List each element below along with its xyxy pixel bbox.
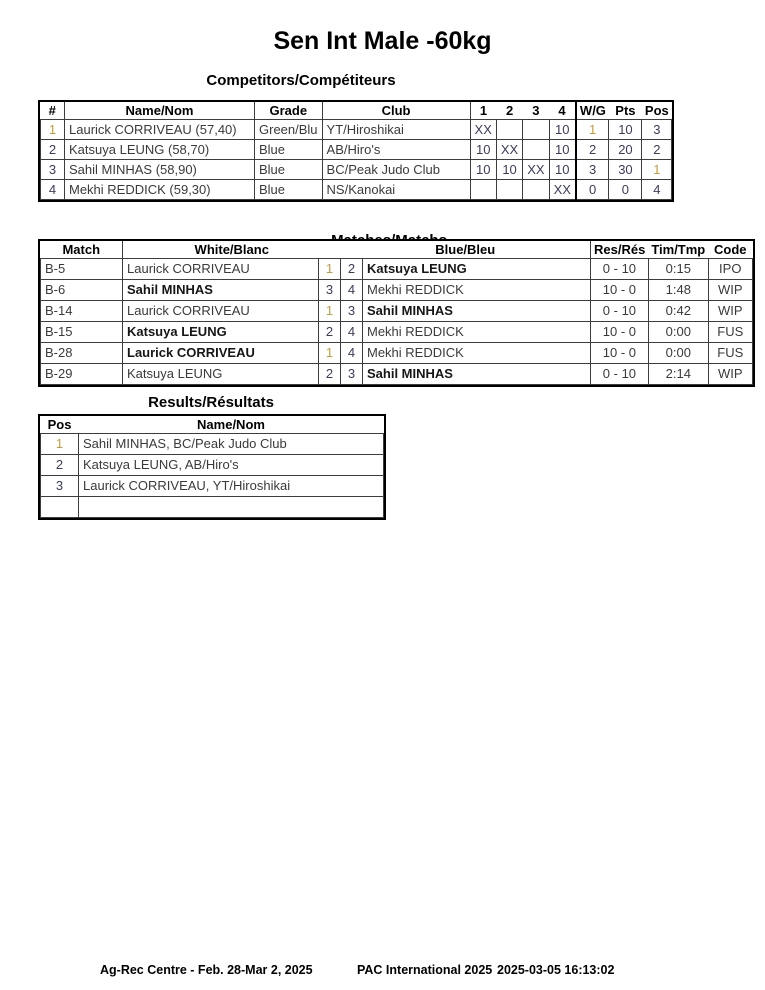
col-header-club: Club xyxy=(322,102,470,119)
match-code: WIP xyxy=(708,279,752,300)
white-competitor-name: Laurick CORRIVEAU xyxy=(123,258,319,279)
competitor-name: Mekhi REDDICK (59,30) xyxy=(65,179,255,199)
competitors-grid xyxy=(40,102,672,200)
pool-cell-1: 10 xyxy=(470,139,496,159)
col-header-name: Name/Nom xyxy=(65,102,255,119)
col-header-blue: Blue/Bleu xyxy=(435,241,496,257)
pool-cell-1: XX xyxy=(470,119,496,139)
blue-competitor-number: 4 xyxy=(341,342,363,363)
pool-cell-3 xyxy=(523,119,549,139)
white-competitor-number: 1 xyxy=(319,258,341,279)
col-header-number: # xyxy=(48,102,56,118)
match-result: 10 - 0 xyxy=(591,279,649,300)
result-row xyxy=(41,475,384,496)
white-competitor-name: Katsuya LEUNG xyxy=(123,363,319,384)
competitor-row xyxy=(41,159,672,179)
pool-cell-3 xyxy=(523,139,549,159)
blue-competitor-name: Mekhi REDDICK xyxy=(363,279,591,300)
competitors-header-row xyxy=(41,102,672,119)
col-header-round-1: 1 xyxy=(470,102,496,119)
result-position: 3 xyxy=(41,475,79,496)
match-row xyxy=(41,279,753,300)
blue-competitor-number: 4 xyxy=(341,279,363,300)
match-result: 0 - 10 xyxy=(591,300,649,321)
competitor-position: 2 xyxy=(642,139,672,159)
competitor-number: 3 xyxy=(41,159,65,179)
result-position: 1 xyxy=(41,433,79,454)
blue-competitor-name: Katsuya LEUNG xyxy=(363,258,591,279)
match-id: B-29 xyxy=(41,363,123,384)
pool-cell-4: XX xyxy=(549,179,576,199)
col-header-grade: Grade xyxy=(255,102,323,119)
pool-cell-1 xyxy=(470,179,496,199)
white-competitor-name: Laurick CORRIVEAU xyxy=(123,300,319,321)
footer-event-name: PAC International 2025 xyxy=(357,963,493,977)
match-code: FUS xyxy=(708,342,752,363)
result-position: 2 xyxy=(41,454,79,475)
white-competitor-number: 1 xyxy=(319,300,341,321)
competitor-wins: 0 xyxy=(576,179,609,199)
white-competitor-number: 3 xyxy=(319,279,341,300)
competitor-row xyxy=(41,139,672,159)
competitor-points: 10 xyxy=(609,119,642,139)
col-header-time: Tim/Tmp xyxy=(651,241,706,257)
results-table xyxy=(38,414,386,520)
white-competitor-name: Sahil MINHAS xyxy=(123,279,319,300)
match-time: 0:42 xyxy=(648,300,708,321)
match-row xyxy=(41,363,753,384)
competitor-grade: Blue xyxy=(255,159,323,179)
matches-table xyxy=(38,239,755,387)
blue-competitor-name: Sahil MINHAS xyxy=(363,363,591,384)
match-time: 0:00 xyxy=(648,321,708,342)
col-header-name: Name/Nom xyxy=(197,416,265,432)
match-id: B-5 xyxy=(41,258,123,279)
match-id: B-28 xyxy=(41,342,123,363)
competitor-points: 0 xyxy=(609,179,642,199)
competitor-position: 3 xyxy=(642,119,672,139)
match-code: IPO xyxy=(708,258,752,279)
footer-venue-dates: Ag-Rec Centre - Feb. 28-Mar 2, 2025 xyxy=(100,963,313,977)
competitor-wins: 2 xyxy=(576,139,609,159)
col-header-code: Code xyxy=(714,241,747,257)
competitor-position: 1 xyxy=(642,159,672,179)
competitor-name: Katsuya LEUNG (58,70) xyxy=(65,139,255,159)
competitor-club: BC/Peak Judo Club xyxy=(322,159,470,179)
match-row xyxy=(41,300,753,321)
result-name: Laurick CORRIVEAU, YT/Hiroshikai xyxy=(79,475,384,496)
competitor-name: Sahil MINHAS (58,90) xyxy=(65,159,255,179)
match-code: WIP xyxy=(708,363,752,384)
match-time: 0:15 xyxy=(648,258,708,279)
blue-competitor-name: Sahil MINHAS xyxy=(363,300,591,321)
competitor-row xyxy=(41,119,672,139)
col-header-position: Pos xyxy=(47,416,72,432)
blue-competitor-number: 4 xyxy=(341,321,363,342)
blue-competitor-name: Mekhi REDDICK xyxy=(363,321,591,342)
result-row xyxy=(41,496,384,517)
col-header-white: White/Blanc xyxy=(123,241,341,258)
competitor-row xyxy=(41,179,672,199)
result-position xyxy=(41,496,79,517)
blue-competitor-number: 3 xyxy=(341,363,363,384)
match-code: WIP xyxy=(708,300,752,321)
white-competitor-number: 2 xyxy=(319,363,341,384)
blue-competitor-name: Mekhi REDDICK xyxy=(363,342,591,363)
col-header-match: Match xyxy=(62,241,101,257)
match-id: B-6 xyxy=(41,279,123,300)
results-header-row xyxy=(41,416,384,433)
competitor-points: 20 xyxy=(609,139,642,159)
competitor-grade: Blue xyxy=(255,179,323,199)
col-header-round-3: 3 xyxy=(532,102,540,118)
pool-cell-3: XX xyxy=(523,159,549,179)
competitor-number: 1 xyxy=(41,119,65,139)
white-competitor-number: 1 xyxy=(319,342,341,363)
competitor-club: AB/Hiro's xyxy=(322,139,470,159)
competitor-wins: 1 xyxy=(576,119,609,139)
pool-cell-4: 10 xyxy=(549,119,576,139)
col-header-wins: W/G xyxy=(576,102,609,119)
competitor-name: Laurick CORRIVEAU (57,40) xyxy=(65,119,255,139)
col-header-result: Res/Rés xyxy=(591,241,649,258)
match-result: 0 - 10 xyxy=(591,363,649,384)
footer-generated-timestamp: 2025-03-05 16:13:02 xyxy=(497,963,615,977)
result-name xyxy=(79,496,384,517)
pool-cell-2: 10 xyxy=(496,159,522,179)
pool-cell-4: 10 xyxy=(549,159,576,179)
results-heading: Results/Résultats xyxy=(148,394,274,411)
white-competitor-name: Laurick CORRIVEAU xyxy=(123,342,319,363)
result-name: Katsuya LEUNG, AB/Hiro's xyxy=(79,454,384,475)
col-header-round-4: 4 xyxy=(558,102,566,118)
results-grid xyxy=(40,416,384,518)
page-title: Sen Int Male -60kg xyxy=(273,27,492,55)
competitor-position: 4 xyxy=(642,179,672,199)
col-header-round-2: 2 xyxy=(505,102,514,118)
pool-cell-3 xyxy=(523,179,549,199)
match-row xyxy=(41,342,753,363)
match-row xyxy=(41,321,753,342)
result-row xyxy=(41,433,384,454)
competitor-number: 2 xyxy=(41,139,65,159)
white-competitor-name: Katsuya LEUNG xyxy=(123,321,319,342)
col-header-points: Pts xyxy=(615,102,636,118)
col-header-position: Pos xyxy=(644,102,669,118)
match-row xyxy=(41,258,753,279)
white-competitor-number: 2 xyxy=(319,321,341,342)
match-time: 1:48 xyxy=(648,279,708,300)
competitor-wins: 3 xyxy=(576,159,609,179)
competitor-grade: Green/Blu xyxy=(255,119,323,139)
pool-cell-4: 10 xyxy=(549,139,576,159)
matches-header-row xyxy=(41,241,753,258)
match-result: 10 - 0 xyxy=(591,342,649,363)
match-result: 0 - 10 xyxy=(591,258,649,279)
competitor-club: YT/Hiroshikai xyxy=(322,119,470,139)
pool-cell-2 xyxy=(496,179,522,199)
pool-cell-2: XX xyxy=(496,139,522,159)
match-id: B-15 xyxy=(41,321,123,342)
competitors-heading: Competitors/Compétiteurs xyxy=(206,72,396,89)
pool-cell-1: 10 xyxy=(470,159,496,179)
match-code: FUS xyxy=(708,321,752,342)
match-id: B-14 xyxy=(41,300,123,321)
blue-competitor-number: 3 xyxy=(341,300,363,321)
matches-grid xyxy=(40,241,753,385)
competitor-points: 30 xyxy=(609,159,642,179)
competitor-club: NS/Kanokai xyxy=(322,179,470,199)
pool-cell-2 xyxy=(496,119,522,139)
result-row xyxy=(41,454,384,475)
competitor-grade: Blue xyxy=(255,139,323,159)
match-result: 10 - 0 xyxy=(591,321,649,342)
result-name: Sahil MINHAS, BC/Peak Judo Club xyxy=(79,433,384,454)
competitors-table xyxy=(38,100,674,202)
competitor-number: 4 xyxy=(41,179,65,199)
match-time: 0:00 xyxy=(648,342,708,363)
blue-competitor-number: 2 xyxy=(341,258,363,279)
match-time: 2:14 xyxy=(648,363,708,384)
